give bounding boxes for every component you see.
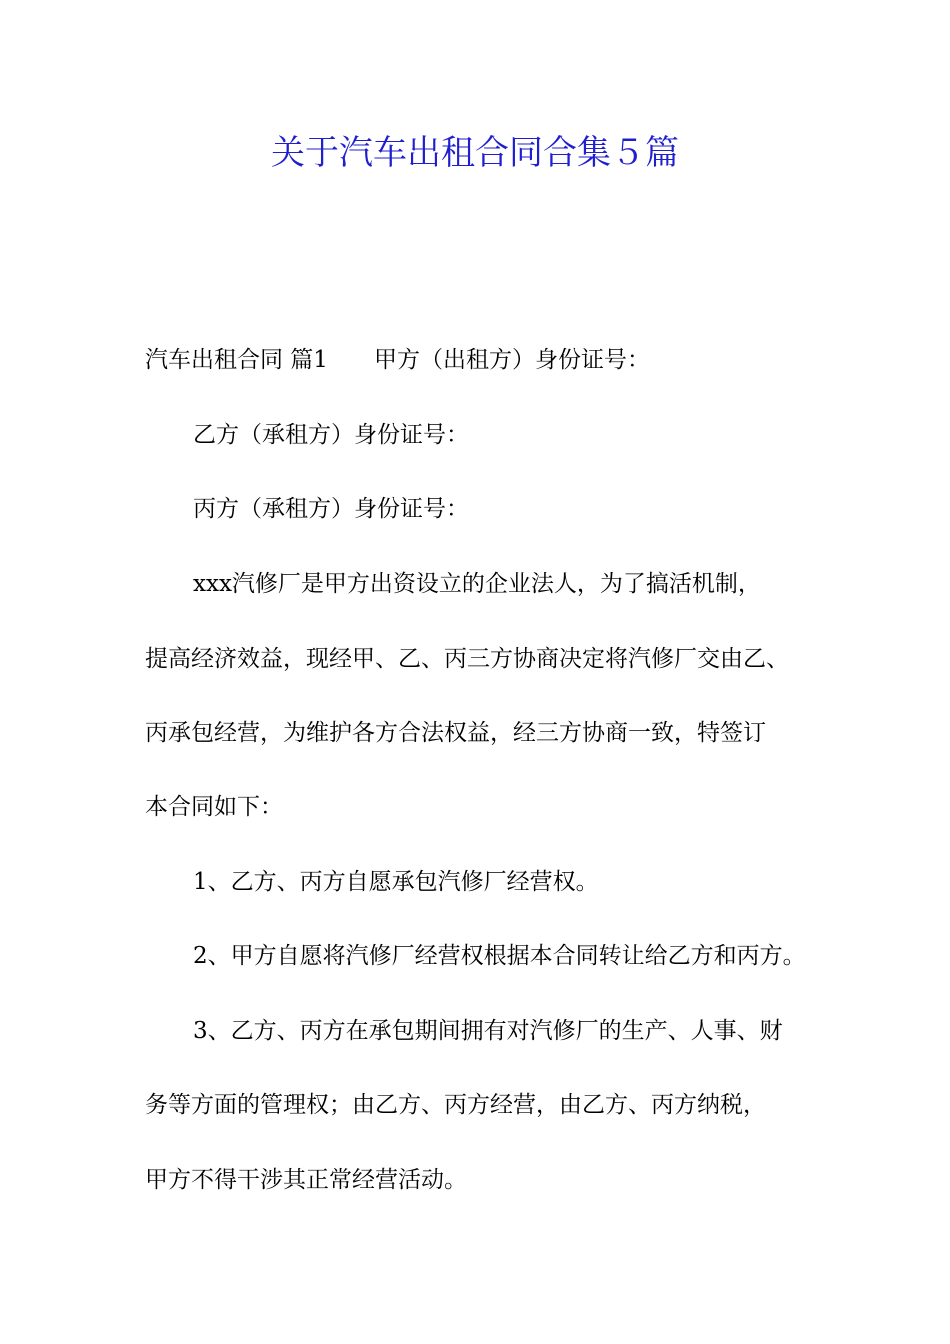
clause-2: 2、甲方自愿将汽修厂经营权根据本合同转让给乙方和丙方。 <box>193 943 806 969</box>
party-a-id-line: 甲方（出租方）身份证号： <box>373 347 650 373</box>
paragraph-line: 甲方不得干涉其正常经营活动。 <box>145 1167 467 1193</box>
paragraph-line: 务等方面的管理权；由乙方、丙方经营，由乙方、丙方纳税， <box>145 1092 766 1118</box>
first-line <box>145 343 845 377</box>
paragraph-line: 提高经济效益，现经甲、乙、丙三方协商决定将汽修厂交由乙、 <box>145 646 789 672</box>
paragraph-line: xxx汽修厂是甲方出资设立的企业法人，为了搞活机制， <box>193 571 761 597</box>
clause-1: 1、乙方、丙方自愿承包汽修厂经营权。 <box>193 869 599 895</box>
document-title: 关于汽车出租合同合集５篇 <box>271 133 679 173</box>
paragraph-line: 本合同如下： <box>145 794 283 820</box>
paragraph-line: 丙承包经营，为维护各方合法权益，经三方协商一致，特签订 <box>145 720 766 746</box>
clause-3: 3、乙方、丙方在承包期间拥有对汽修厂的生产、人事、财 <box>193 1018 783 1044</box>
section-heading: 汽车出租合同 篇1 <box>145 347 328 373</box>
party-c-id-line: 丙方（承租方）身份证号： <box>193 496 469 522</box>
party-b-id-line: 乙方（承租方）身份证号： <box>193 422 469 448</box>
